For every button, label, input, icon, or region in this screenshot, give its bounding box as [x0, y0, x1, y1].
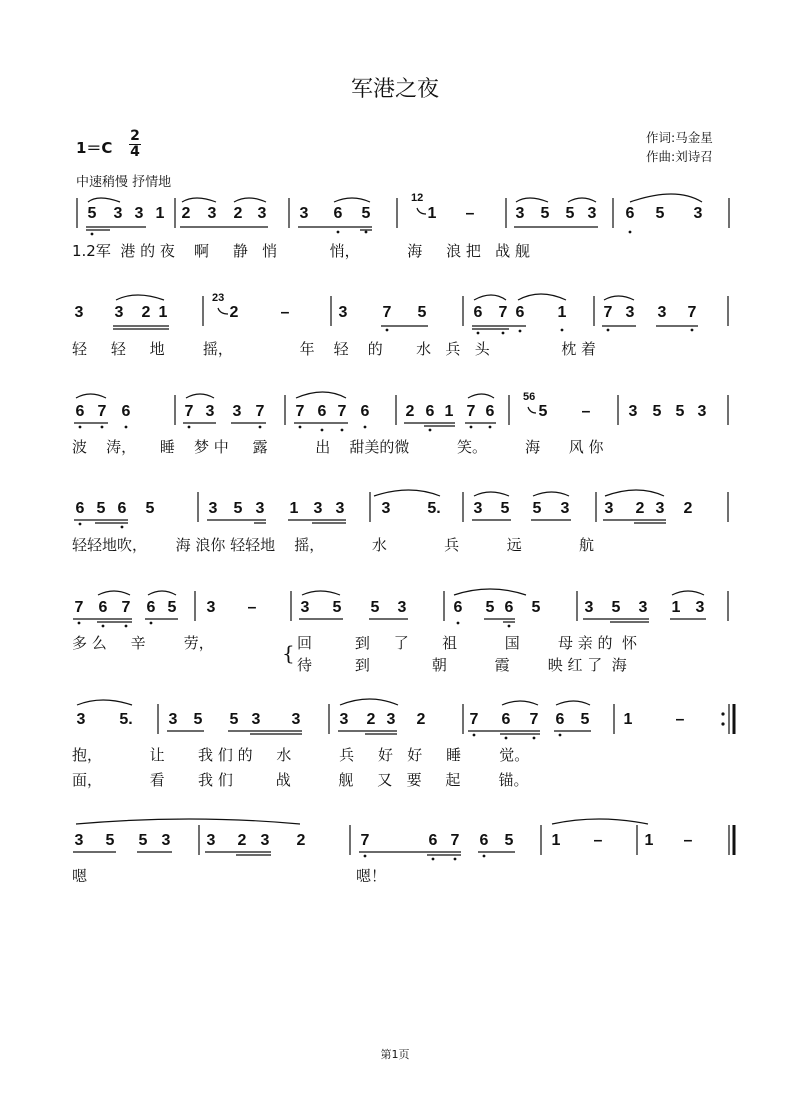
note: 7 — [466, 403, 476, 420]
note: 5 — [87, 205, 97, 222]
note: 3 — [339, 711, 349, 728]
note: 7 — [255, 403, 265, 420]
note: 1 — [158, 304, 168, 321]
note: 3 — [625, 304, 635, 321]
time-numerator: 2 — [130, 128, 140, 144]
composer-credit: 作曲:刘诗召 — [646, 149, 713, 164]
note: 6 — [428, 832, 438, 849]
note: 2 — [683, 500, 693, 517]
lyric-line: 抱， 让 我 们 的 水 兵 好 好 睡 觉。 — [72, 746, 530, 764]
note: 5 — [538, 403, 548, 420]
lyric-line: 嗯 — [72, 867, 88, 885]
lyric-line: 多 么 辛 劳， — [72, 634, 214, 652]
note: 3 — [335, 500, 345, 517]
dash: – — [675, 711, 685, 728]
note: 3 — [113, 205, 123, 222]
note: 3 — [628, 403, 638, 420]
lyric-line: 轻 轻 地 摇， 年 轻 的 水 兵 头 枕 着 — [72, 340, 596, 358]
note: 6 — [121, 403, 131, 420]
note: 5 — [580, 711, 590, 728]
note: 3 — [515, 205, 525, 222]
note: 3 — [207, 205, 217, 222]
note: 3 — [76, 711, 86, 728]
note: 7 — [469, 711, 479, 728]
note: 2 — [237, 832, 247, 849]
note: 6 — [501, 711, 511, 728]
note: 3 — [386, 711, 396, 728]
note: 6 — [317, 403, 327, 420]
note: 3 — [313, 500, 323, 517]
note: 6 — [98, 599, 108, 616]
note: 5 — [485, 599, 495, 616]
note: 5 — [96, 500, 106, 517]
note: 6 — [75, 500, 85, 517]
lyric-line: 面， 看 我 们 战 舰 又 要 起 锚。 — [72, 771, 529, 789]
note: 6 — [425, 403, 435, 420]
note: 7 — [295, 403, 305, 420]
note: 6 — [360, 403, 370, 420]
note: 5 — [361, 205, 371, 222]
note: 7 — [603, 304, 613, 321]
grace-note: 12 — [411, 192, 424, 204]
note: 5 — [565, 205, 575, 222]
note: 3 — [206, 599, 216, 616]
note: 3 — [168, 711, 178, 728]
dotted-note: 5. — [119, 711, 133, 728]
note: 3 — [604, 500, 614, 517]
note: 1 — [551, 832, 561, 849]
note: 3 — [208, 500, 218, 517]
note: 3 — [560, 500, 570, 517]
note: 5 — [167, 599, 177, 616]
note: 6 — [473, 304, 483, 321]
note: 6 — [515, 304, 525, 321]
note: 3 — [338, 304, 348, 321]
dotted-note: 5. — [427, 500, 441, 517]
lyricist-credit: 作词:马金星 — [646, 130, 713, 145]
note: 2 — [405, 403, 415, 420]
note: 3 — [114, 304, 124, 321]
note: 1 — [671, 599, 681, 616]
note: 3 — [587, 205, 597, 222]
tempo-marking: 中速稍慢 抒情地 — [76, 175, 172, 190]
note: 2 — [296, 832, 306, 849]
note: 5 — [504, 832, 514, 849]
note: 7 — [121, 599, 131, 616]
lyric-line: 波 涛， 睡 梦 中 露 出 甜美的微 笑。 海 风 你 — [72, 438, 604, 456]
note: 6 — [479, 832, 489, 849]
note: 5 — [531, 599, 541, 616]
note: 5 — [193, 711, 203, 728]
lyric-line: 1.2军 港 的 夜 啊 静 悄 悄， 海 浪 把 战 舰 — [72, 242, 530, 260]
note: 1 — [444, 403, 454, 420]
note: 5 — [332, 599, 342, 616]
note: 2 — [141, 304, 151, 321]
note: 2 — [635, 500, 645, 517]
note: 6 — [146, 599, 156, 616]
note: 7 — [74, 599, 84, 616]
note: 5 — [229, 711, 239, 728]
note: 7 — [337, 403, 347, 420]
dash: – — [280, 304, 290, 321]
note: 5 — [655, 205, 665, 222]
note: 6 — [333, 205, 343, 222]
note: 7 — [382, 304, 392, 321]
note: 5 — [532, 500, 542, 517]
note: 6 — [75, 403, 85, 420]
note: 3 — [397, 599, 407, 616]
note: 7 — [529, 711, 539, 728]
note: 5 — [540, 205, 550, 222]
note: 7 — [498, 304, 508, 321]
note: 3 — [657, 304, 667, 321]
note: 5 — [233, 500, 243, 517]
grace-note: 56 — [523, 391, 536, 403]
time-denominator: 4 — [130, 144, 140, 160]
note: 3 — [300, 599, 310, 616]
lyric-line: 嗯！ — [356, 867, 387, 885]
note: 3 — [260, 832, 270, 849]
note: 5 — [611, 599, 621, 616]
note: 3 — [232, 403, 242, 420]
note: 5 — [105, 832, 115, 849]
dash: – — [247, 599, 257, 616]
note: 6 — [555, 711, 565, 728]
note: 7 — [450, 832, 460, 849]
dash: – — [465, 205, 475, 222]
lyric-line: 轻轻地吹， 海 浪你 轻轻地 摇， 水 兵 远 航 — [72, 536, 595, 554]
note: 1 — [289, 500, 299, 517]
page-number: 第1页 — [380, 1048, 410, 1061]
note: 5 — [652, 403, 662, 420]
note: 3 — [291, 711, 301, 728]
note: 3 — [695, 599, 705, 616]
note: 6 — [504, 599, 514, 616]
dash: – — [593, 832, 603, 849]
note: 3 — [655, 500, 665, 517]
note: 2 — [181, 205, 191, 222]
note: 1 — [644, 832, 654, 849]
note: 5 — [145, 500, 155, 517]
note: 3 — [205, 403, 215, 420]
note: 7 — [184, 403, 194, 420]
note: 3 — [693, 205, 703, 222]
note: 5 — [417, 304, 427, 321]
note: 3 — [251, 711, 261, 728]
note: 7 — [97, 403, 107, 420]
note: 3 — [381, 500, 391, 517]
dash: – — [683, 832, 693, 849]
note: 3 — [473, 500, 483, 517]
note: 3 — [161, 832, 171, 849]
note: 3 — [255, 500, 265, 517]
note: 3 — [638, 599, 648, 616]
lyric-line: 回 到 了 祖 国 母 亲 的 怀 — [297, 634, 638, 652]
note: 3 — [74, 304, 84, 321]
dash: – — [581, 403, 591, 420]
note: 1 — [155, 205, 165, 222]
note: 2 — [233, 205, 243, 222]
note: 7 — [360, 832, 370, 849]
note: 3 — [134, 205, 144, 222]
note: 3 — [257, 205, 267, 222]
note: 2 — [229, 304, 239, 321]
song-title: 军港之夜 — [350, 77, 439, 102]
note: 3 — [206, 832, 216, 849]
note: 6 — [117, 500, 127, 517]
note: 3 — [74, 832, 84, 849]
note: 3 — [697, 403, 707, 420]
note: 1 — [623, 711, 633, 728]
note: 5 — [675, 403, 685, 420]
grace-note: 23 — [212, 292, 225, 304]
note: 1 — [427, 205, 437, 222]
lyric-line: 待 到 朝 霞 映 红 了 海 — [297, 656, 627, 674]
note: 7 — [687, 304, 697, 321]
note: 3 — [584, 599, 594, 616]
note: 6 — [485, 403, 495, 420]
note: 6 — [453, 599, 463, 616]
verse-brace: { — [282, 641, 295, 665]
note: 2 — [416, 711, 426, 728]
note: 3 — [299, 205, 309, 222]
note: 2 — [366, 711, 376, 728]
note: 5 — [500, 500, 510, 517]
note: 5 — [370, 599, 380, 616]
note: 1 — [557, 304, 567, 321]
note: 6 — [625, 205, 635, 222]
note: 5 — [138, 832, 148, 849]
key-signature: 1＝C — [76, 139, 113, 157]
